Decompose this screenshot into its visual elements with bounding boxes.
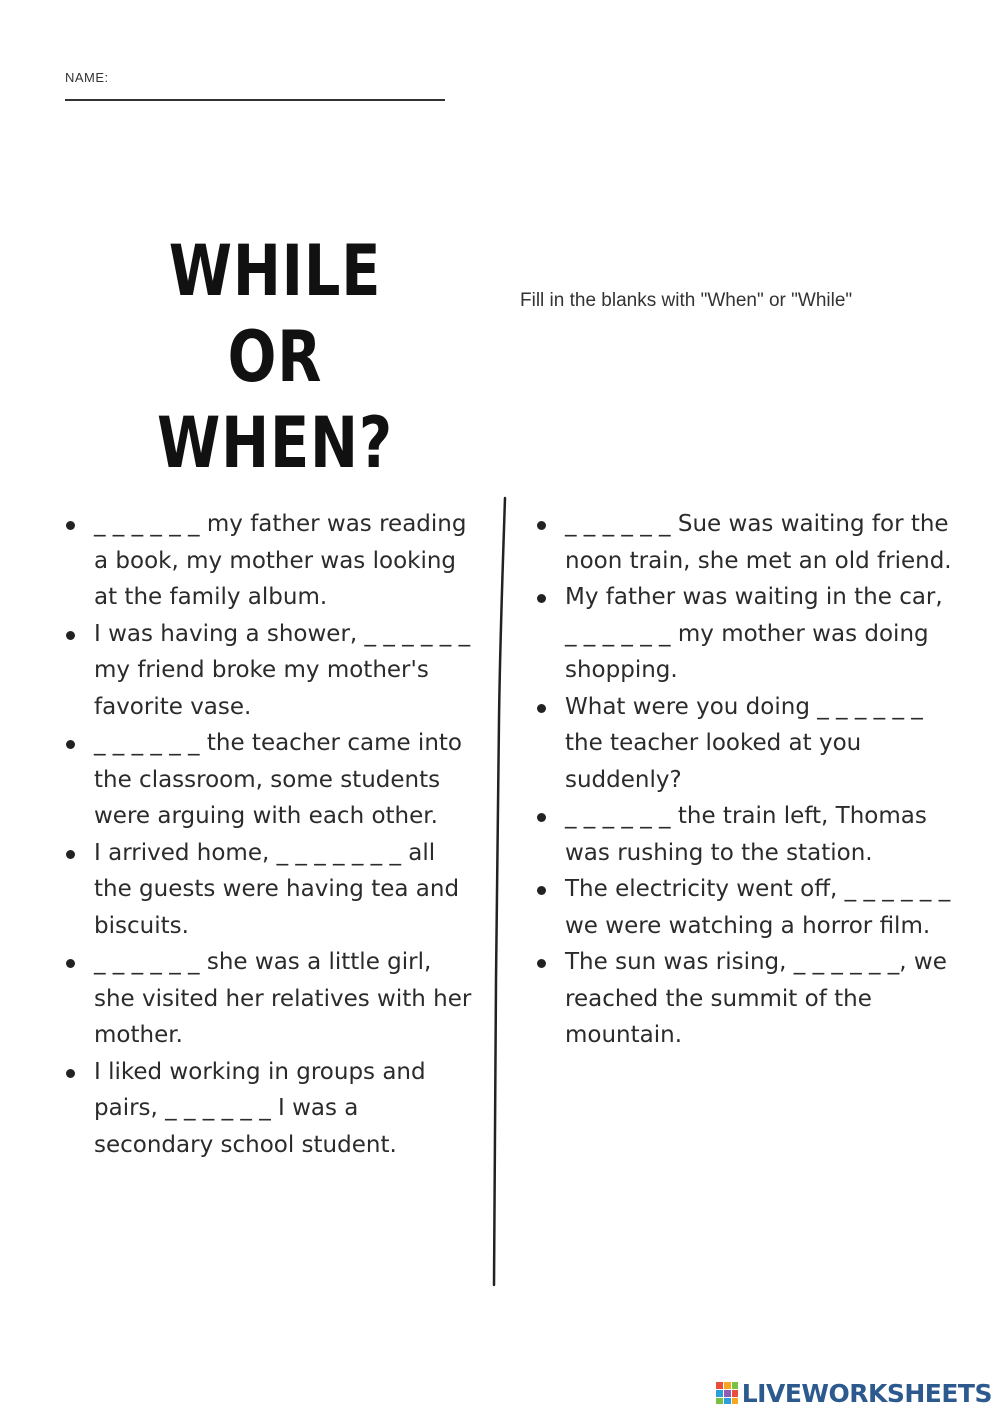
question-text: _ _ _ _ _ _ Sue was waiting for the noon train, she met an old friend. <box>565 511 952 574</box>
bullet-icon <box>66 959 75 968</box>
question-item <box>64 1054 474 1164</box>
question-item <box>64 506 474 616</box>
bullet-icon <box>66 1069 75 1078</box>
question-text: _ _ _ _ _ _ the train left, Thomas was rushing to the station. <box>565 803 927 866</box>
bullet-icon <box>66 740 75 749</box>
question-text: I was having a shower, _ _ _ _ _ _ my friend broke my mother's favorite vase. <box>94 620 471 720</box>
question-item <box>535 689 955 799</box>
left-question-list <box>64 506 474 1163</box>
bullet-icon <box>537 704 546 713</box>
question-item <box>64 616 474 726</box>
question-item <box>535 506 955 579</box>
logo-text: LIVEWORKSHEETS <box>741 1378 992 1408</box>
question-text: _ _ _ _ _ _ the teacher came into the classroom, some students were arguing with each other. <box>94 730 462 829</box>
bullet-icon <box>537 959 546 968</box>
question-text: _ _ _ _ _ _ my father was reading a book, my mother was looking at the family album. <box>94 511 467 610</box>
bullet-icon <box>537 886 546 895</box>
bullet-icon <box>537 521 546 530</box>
page-title <box>127 228 422 486</box>
bullet-icon <box>537 594 546 603</box>
question-item <box>535 871 955 944</box>
question-text: The sun was rising, _ _ _ _ _ _, we reached the summit of the mountain. <box>565 949 947 1048</box>
question-item <box>64 835 474 945</box>
question-text: I arrived home, _ _ _ _ _ _ _ all the guests were having tea and biscuits. <box>94 839 460 939</box>
name-label: NAME: <box>65 70 109 85</box>
question-text: _ _ _ _ _ _ she was a little girl, she visited her relatives with her mother. <box>94 949 472 1048</box>
question-text: What were you doing _ _ _ _ _ _ the teacher looked at you suddenly? <box>565 693 923 793</box>
liveworksheets-logo[interactable] <box>715 1378 992 1408</box>
question-item <box>535 798 955 871</box>
question-item <box>64 725 474 835</box>
title-line-1: WHILE OR <box>168 230 382 398</box>
question-item <box>535 579 955 689</box>
question-text: My father was waiting in the car, _ _ _ _ _ _ my mother was doing shopping. <box>565 584 943 683</box>
instructions: Fill in the blanks with "When" or "While" <box>520 290 853 311</box>
title-line-2: WHEN? <box>156 402 394 484</box>
question-item <box>535 944 955 1054</box>
right-question-list <box>535 506 955 1054</box>
question-text: I liked working in groups and pairs, _ _ _ _ _ _ I was a secondary school student. <box>94 1058 426 1158</box>
question-text: The electricity went off, _ _ _ _ _ _ we were watching a horror film. <box>565 876 951 939</box>
bullet-icon <box>66 521 75 530</box>
name-line <box>65 99 445 101</box>
bullet-icon <box>66 850 75 859</box>
bullet-icon <box>537 813 546 822</box>
bullet-icon <box>66 631 75 640</box>
question-item <box>64 944 474 1054</box>
liveworksheets-logo-icon <box>715 1381 739 1405</box>
